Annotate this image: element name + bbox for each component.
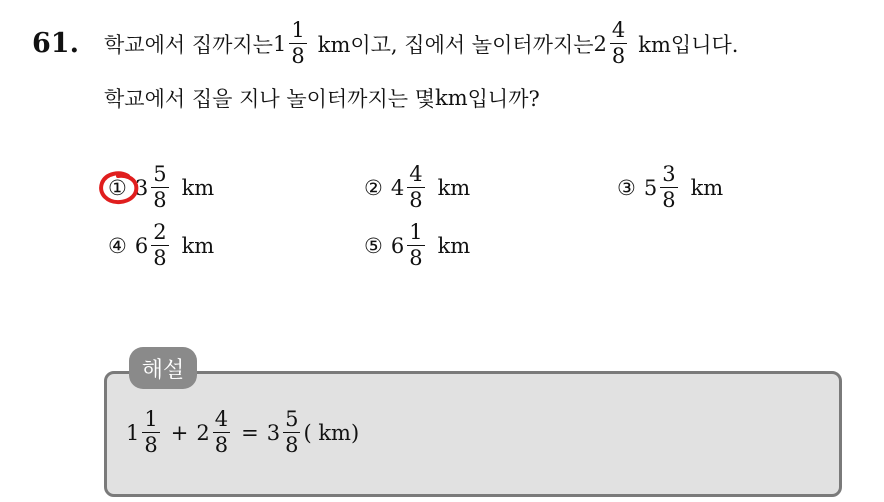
fraction xyxy=(289,20,306,67)
whole-number: 5 xyxy=(643,175,658,200)
denominator: 8 xyxy=(144,433,158,457)
denominator: 8 xyxy=(285,433,299,457)
fraction xyxy=(151,222,168,269)
unit-text: km xyxy=(690,175,724,200)
solution-formula xyxy=(126,409,359,456)
numerator: 1 xyxy=(144,407,158,431)
whole-number: 6 xyxy=(390,233,405,258)
choice-marker: ⑤ xyxy=(364,233,383,258)
unit-text: km xyxy=(181,233,215,258)
question-line-2 xyxy=(104,83,540,113)
fraction xyxy=(610,20,627,67)
unit-text: km xyxy=(435,86,468,110)
fraction xyxy=(142,409,159,456)
unit-text: km xyxy=(181,175,215,200)
whole-number: 2 xyxy=(593,31,607,56)
fraction xyxy=(213,409,230,456)
whole-number: 3 xyxy=(266,420,281,445)
numerator: 1 xyxy=(291,18,305,42)
choice-marker: ④ xyxy=(108,233,127,258)
whole-number: 2 xyxy=(196,420,210,445)
denominator: 8 xyxy=(662,188,676,212)
fraction xyxy=(151,164,168,211)
numerator: 5 xyxy=(153,162,167,186)
denominator: 8 xyxy=(409,246,423,270)
denominator: 8 xyxy=(214,433,229,457)
unit-text: km xyxy=(437,233,471,258)
choice-3[interactable] xyxy=(617,164,723,211)
question-text: 학교에서 집까지는 xyxy=(104,32,273,57)
numerator: 5 xyxy=(285,407,299,431)
whole-number: 4 xyxy=(390,175,405,200)
plus-sign: + xyxy=(170,420,189,445)
whole-number: 6 xyxy=(134,233,149,258)
denominator: 8 xyxy=(611,44,626,68)
denominator: 8 xyxy=(409,188,423,212)
equals-sign: = xyxy=(241,420,259,445)
numerator: 2 xyxy=(153,220,167,244)
whole-number: 1 xyxy=(272,31,287,56)
question-text: 입니까? xyxy=(467,87,540,111)
choice-2[interactable] xyxy=(364,164,470,211)
denominator: 8 xyxy=(153,188,167,212)
whole-number: 1 xyxy=(126,420,140,445)
denominator: 8 xyxy=(291,44,305,68)
choice-marker: ③ xyxy=(617,175,636,200)
answer-circle-icon xyxy=(98,170,144,206)
fraction xyxy=(660,164,677,211)
numerator: 3 xyxy=(662,162,676,186)
choice-5[interactable] xyxy=(364,222,470,269)
unit-text: ( km) xyxy=(303,420,360,445)
question-line-1 xyxy=(104,20,738,67)
fraction xyxy=(407,222,424,269)
whole-number: 3 xyxy=(134,175,149,200)
fraction xyxy=(283,409,300,456)
numerator: 4 xyxy=(409,162,423,186)
denominator: 8 xyxy=(153,246,167,270)
choice-marker: ① xyxy=(108,175,127,200)
question-text: km이고, 집에서 놀이터까지는 xyxy=(317,32,594,57)
numerator: 1 xyxy=(409,220,423,244)
fraction xyxy=(407,164,424,211)
numerator: 4 xyxy=(611,18,626,42)
question-text: km입니다. xyxy=(638,32,739,57)
question-text: 학교에서 집을 지나 놀이터까지는 몇 xyxy=(104,87,435,111)
numerator: 4 xyxy=(214,407,229,431)
unit-text: km xyxy=(437,175,471,200)
question-number: 61. xyxy=(32,28,79,59)
solution-label: 해설 xyxy=(129,347,197,389)
choice-4[interactable] xyxy=(108,222,214,269)
choice-marker: ② xyxy=(364,175,383,200)
